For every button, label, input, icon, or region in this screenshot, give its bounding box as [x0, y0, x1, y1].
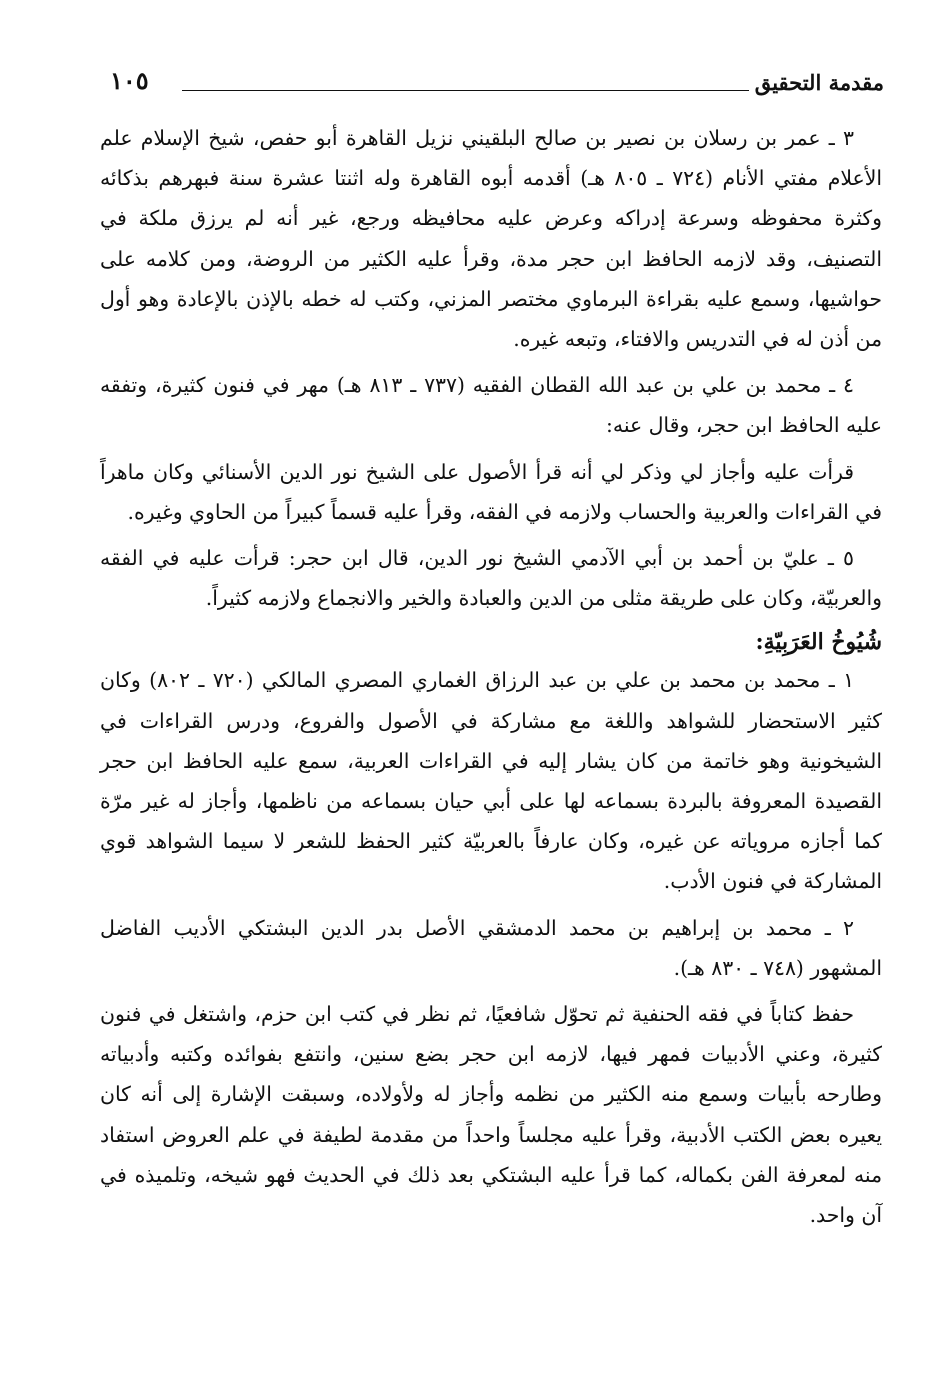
paragraph-bishtaki: ٢ ـ محمد بن إبراهيم بن محمد الدمشقي الأصل بدر الدين البشتكي الأديب الفاضل المشهور (٧٤٨ ـ ٨٣٠ هـ). — [100, 915, 882, 980]
page-header — [110, 62, 884, 102]
paragraph-ghumari: ١ ـ محمد بن محمد بن علي بن عبد الرزاق الغماري المصري المالكي (٧٢٠ ـ ٨٠٢) وكان كثير الاستحضار للشواهد واللغة مع مشاركة في الأصول والفروع، ودرس القراءات في الشيخونية وهو خاتمة من كان يشار إليه في القراءات العربية، سمع عليه الحافظ ابن حجر القصيدة المعروفة بالبردة بسماعه لها على أبي حيان بسماعه من ناظمها، وأجاز له غير مرّة كما أجازه مروياته عن غيره، وكان عارفاً بالعربيّة كثير الحفظ للشعر لا سيما الشواهد قوي المشاركة في فنون الأدب. — [100, 668, 882, 894]
paragraph-qattan-quote: قرأت عليه وأجاز لي وذكر لي أنه قرأ الأصول على الشيخ نور الدين الأسنائي وكان ماهراً في القراءات والعربية والحساب ولازمه في الفقه، وقرأ عليه قسماً كبيراً من الحاوي وغيره. — [100, 459, 882, 524]
page-number: ١٠٥ — [110, 66, 149, 95]
paragraph-adami: ٥ ـ عليّ بن أحمد بن أبي الآدمي الشيخ نور الدين، قال ابن حجر: قرأت عليه في الفقه والعربيّة، وكان على طريقة مثلى من الدين والعبادة والخير والانجماع ولازمه كثيراً. — [100, 546, 882, 611]
running-title: مقدمة التحقيق — [754, 70, 884, 95]
paragraph-qattan: ٤ ـ محمد بن علي بن عبد الله القطان الفقيه (٧٣٧ ـ ٨١٣ هـ) مهر في فنون كثيرة، وتفقه عليه الحافظ ابن حجر، وقال عنه: — [100, 373, 882, 438]
paragraph-umar-bulqini: ٣ ـ عمر بن رسلان بن نصير بن صالح البلقيني نزيل القاهرة أبو حفص، شيخ الإسلام علم الأعلام مفتي الأنام (٧٢٤ ـ ٨٠٥ هـ) أقدمه أبوه القاهرة وله اثنتا عشرة سنة فبهرهم بذكائه وكثرة محفوظه وسرعة إدراكه وعرض عليه محافيظه ورجع، غير أنه لم يرزق ملكة في التصنيف، وقد لازمه الحافظ ابن حجر مدة، وقرأ عليه الكثير من الروضة، ومن كلامه على حواشيها، وسمع عليه بقراءة البرماوي مختصر المزني، وكتب له خطه بالإذن بالإعادة وهو أول من أذن له في التدريس والافتاء، وتبعه غيره. — [100, 126, 882, 352]
section-heading-arabic-teachers: شُيُوخُ العَرَبِيّةِ: — [755, 629, 882, 656]
header-rule — [182, 90, 749, 91]
paragraph-bishtaki-detail: حفظ كتاباً في فقه الحنفية ثم تحوّل شافعيًا، ثم نظر في كتب ابن حزم، واشتغل في فنون كثيرة، وعني الأدبيات فمهر فيها، لازمه ابن حجر بضع سنين، وانتفع بفوائده وكتبه وأدبياته وطارحه بأبيات وسمع منه الكثير من نظمه وأجاز له ولأولاده، وسبقت الإشارة إلى أنه كان يعيره بعض الكتب الأدبية، وقرأ عليه مجلساً واحداً من مقدمة لطيفة في علم العروض استفاد منه لمعرفة الفن بكماله، كما قرأ عليه البشتكي بعد ذلك في الحديث فهو شيخه، وتلميذه في آن واحد. — [100, 1002, 882, 1228]
body-text — [100, 118, 882, 1241]
